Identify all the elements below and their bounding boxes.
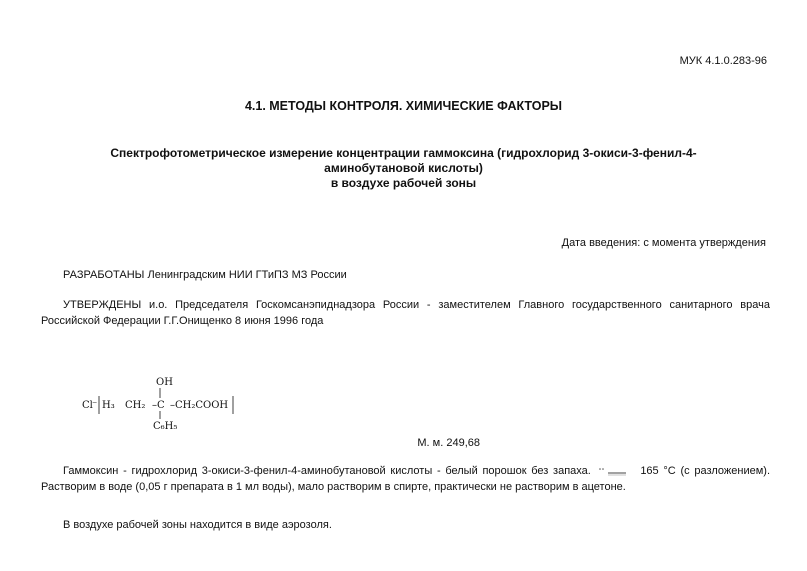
description-paragraph [41, 463, 770, 495]
description-start: Гаммоксин - гидрохлорид 3-окиси-3-фенил-4-аминобутановой кислоты - белый порошок без запаха. [63, 465, 591, 477]
formula-c: –C [152, 400, 165, 411]
document-title [60, 146, 747, 191]
approved-paragraph [41, 297, 770, 329]
document-code: МУК 4.1.0.283-96 [679, 55, 767, 67]
formula-oh: OH [156, 377, 173, 388]
formula-cl-minus: ⁻ [92, 400, 98, 411]
melting-point-symbol-icon [596, 467, 636, 476]
developed-paragraph [41, 267, 770, 283]
molar-mass: М. м. 249,68 [417, 437, 480, 449]
section-title: 4.1. МЕТОДЫ КОНТРОЛЯ. ХИМИЧЕСКИЕ ФАКТОРЫ [244, 99, 563, 113]
description-melt: 165 °С (с разложением). [640, 465, 770, 477]
description-end: Растворим в воде (0,05 г препарата в 1 мл воды), мало растворим в спирте, практически не растворим в ацетоне. [41, 481, 626, 493]
formula-tail: –CH₂COOH [170, 400, 229, 411]
title-line: аминобутановой кислоты) [324, 161, 483, 175]
formula-c6h5: C₆H₅ [153, 421, 178, 432]
structural-formula [80, 372, 250, 432]
aerosol-text: В воздухе рабочей зоны находится в виде аэрозоля. [63, 519, 332, 531]
title-line: Спектрофотометрическое измерение концентрации гаммоксина (гидрохлорид 3-окиси-3-фенил-4- [110, 146, 697, 160]
formula-ch2: CH₂ [125, 400, 146, 411]
approved-text: УТВЕРЖДЕНЫ и.о. Председателя Госкомсанэпиднадзора России - заместителем Главного государственного санитарного врача Российской Федерации Г.Г.Онищенко 8 июня 1996 года [41, 299, 770, 327]
formula-cl: Cl [82, 400, 93, 411]
title-line: в воздухе рабочей зоны [330, 176, 477, 190]
date-of-introduction: Дата введения: с момента утверждения [561, 237, 766, 249]
aerosol-paragraph [41, 517, 770, 533]
developed-text: РАЗРАБОТАНЫ Ленинградским НИИ ГТиПЗ МЗ России [63, 269, 347, 281]
formula-h3: H₃ [102, 400, 115, 411]
